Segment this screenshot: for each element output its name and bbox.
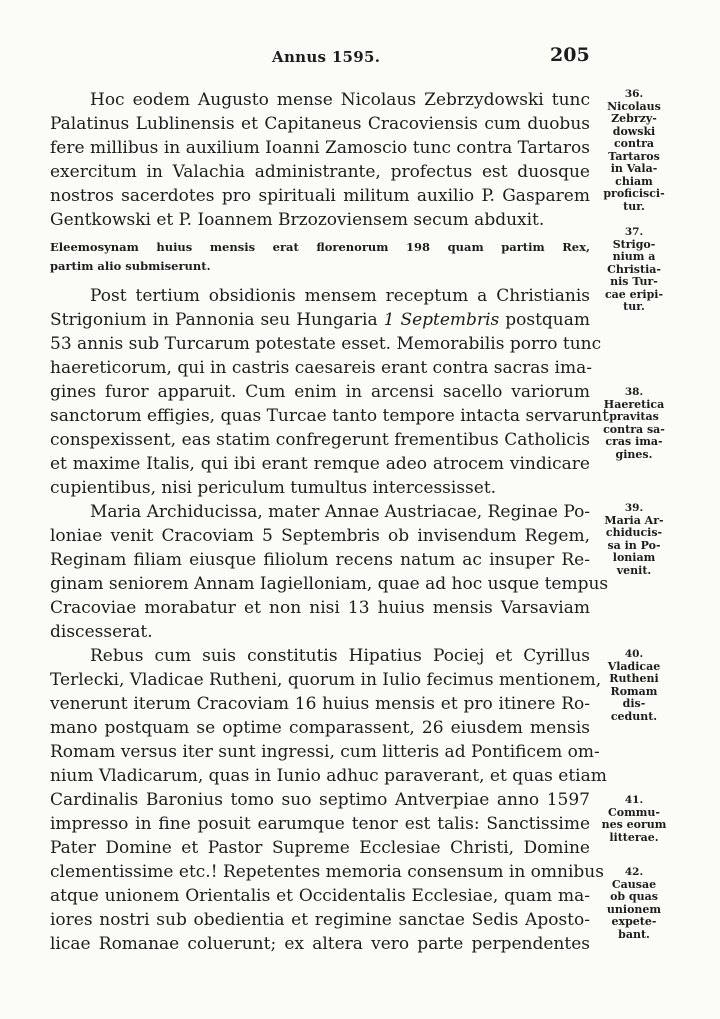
marginal-line: unionem — [606, 902, 662, 916]
marginal-line: Zebrzy- — [611, 112, 657, 125]
marginal-line: pravitas — [609, 410, 659, 423]
marginal-number: 42. — [624, 866, 644, 878]
marginal-number: 39. — [624, 502, 644, 514]
marginal-line: chiducis- — [605, 526, 663, 539]
text-line: 53 annis sub Turcarum potestate esset. Memorabilis porro tunc — [50, 334, 602, 354]
text-line: Pater Domine et Pastor Supreme Ecclesiae Christi, Domine — [50, 838, 590, 858]
italic-date: 1 Septembris — [383, 310, 500, 330]
text-line: clementissime etc.! Repetentes memoria consensum in omnibus — [50, 862, 604, 882]
marginal-line: chiam — [615, 174, 653, 188]
note-line: Eleemosynam huius mensis erat florenorum 198 quam partim Rex, — [50, 240, 590, 254]
marginal-line: tur. — [623, 199, 645, 213]
marginal-line: Haeretica — [603, 397, 665, 411]
marginal-note-40 — [594, 648, 674, 723]
note-line: partim alio submiserunt. — [50, 259, 211, 273]
marginal-number: 38. — [624, 386, 644, 398]
running-head: Annus 1595. — [272, 48, 381, 66]
marginal-line: sa in Po- — [607, 538, 661, 552]
marginal-line: Commu- — [608, 805, 660, 819]
text-line: et maxime Italis, qui ibi erant remque adeo atrocem vindicare — [50, 454, 590, 474]
marginal-line: contra — [613, 137, 655, 150]
marginal-note-42 — [594, 866, 674, 941]
marginal-line: nes eorum — [601, 818, 667, 831]
marginal-note-37 — [594, 226, 674, 314]
text-line: Post tertium obsidionis mensem receptum a Christianis — [90, 286, 590, 306]
paragraph-40-42 — [50, 644, 607, 956]
text-line: Gentkowski et P. Ioannem Brzozoviensem secum abduxit. — [50, 210, 545, 230]
text-line: gines furor apparuit. Cum enim in arcensi sacello variorum — [50, 382, 590, 402]
marginal-line: Rutheni — [609, 672, 659, 685]
text-line: fere millibus in auxilium Ioanni Zamoscio tunc contra Tartaros — [50, 138, 590, 158]
text-line: conspexissent, eas statim confregerunt frementibus Catholicis — [50, 430, 590, 450]
marginal-note-39 — [594, 502, 674, 577]
text-line: Terlecki, Vladicae Rutheni, quorum in Iulio fecimus mentionem, — [50, 670, 602, 690]
marginal-line: cae eripi- — [604, 287, 664, 301]
marginal-line: Nicolaus — [607, 99, 661, 113]
text-line: cupientibus, nisi periculum tumultus intercessisset. — [50, 478, 497, 498]
marginal-number: 41. — [624, 794, 644, 806]
marginal-line: expete- — [611, 915, 657, 928]
marginal-note-38 — [594, 386, 674, 461]
text-line: Cardinalis Baronius tomo suo septimo Antverpiae anno 1597 — [50, 790, 590, 810]
text-line: Hoc eodem Augusto mense Nicolaus Zebrzydowski tunc — [90, 90, 590, 110]
marginal-line: nis Tur- — [610, 275, 658, 288]
marginal-number: 40. — [624, 648, 644, 660]
text-line: Maria Archiducissa, mater Annae Austriacae, Reginae Po- — [90, 502, 591, 522]
text-line: venerunt iterum Cracoviam 16 huius mensis et pro itinere Ro- — [50, 694, 590, 714]
marginal-line: tur. — [623, 300, 645, 313]
marginal-line: Maria Ar- — [604, 513, 664, 527]
marginal-note-36 — [594, 88, 674, 213]
marginal-note-41 — [594, 794, 674, 844]
main-text — [50, 88, 609, 956]
marginal-line: proficisci- — [603, 187, 665, 200]
text-line: loniae venit Cracoviam 5 Septembris ob invisendum Regem, — [50, 526, 590, 546]
text-line: ginam seniorem Annam Iagielloniam, quae ad hoc usque tempus — [50, 574, 609, 594]
text-line: Romam versus iter sunt ingressi, cum litteris ad Pontificem om- — [50, 742, 600, 762]
marginal-line: Strigo- — [612, 237, 656, 251]
text-line: nostros sacerdotes pro spirituali militum auxilio P. Gasparem — [50, 186, 590, 206]
marginal-line: Causae — [611, 877, 657, 891]
text-line: haereticorum, qui in castris caesareis erant contra sacras ima- — [50, 358, 592, 378]
marginal-line: gines. — [615, 447, 653, 461]
text-line: nium Vladicarum, quas in Iunio adhuc paraverant, et quas etiam — [50, 766, 607, 786]
marginal-line: ob quas — [610, 890, 658, 903]
text-line: exercitum in Valachia administrante, profectus est duosque — [50, 162, 590, 182]
text-line: iores nostri sub obedientia et regimine sanctae Sedis Aposto- — [50, 910, 590, 930]
marginal-line: Vladicae — [607, 659, 661, 673]
text-line: Reginam filiam eiusque filiolum recens natum ac insuper Re- — [50, 550, 590, 570]
marginal-line: cedunt. — [610, 709, 658, 723]
marginal-line: bant. — [618, 927, 650, 941]
marginal-line: venit. — [616, 563, 652, 577]
text-line: discesserat. — [50, 622, 153, 642]
marginal-line: contra sa- — [603, 422, 665, 436]
text-line: Strigonium in Pannonia seu Hungaria 1 Septembris postquam — [50, 310, 590, 330]
marginal-line: dis- — [622, 697, 646, 710]
text-line: Rebus cum suis constitutis Hipatius Pociej et Cyrillus — [90, 646, 590, 666]
text-line: impresso in fine posuit earumque tenor est talis: Sanctissime — [50, 814, 590, 834]
marginal-line: cras ima- — [605, 435, 663, 448]
marginal-line: nium a — [612, 250, 656, 263]
text-line: mano postquam se optime comparassent, 26 eiusdem mensis — [50, 718, 590, 738]
text-line: sanctorum effigies, quas Turcae tanto tempore intacta servarunt — [50, 406, 609, 426]
paragraph-37-38 — [50, 284, 609, 500]
alms-note — [50, 238, 590, 276]
page-number: 205 — [550, 44, 590, 66]
text-line: Palatinus Lublinensis et Capitaneus Cracoviensis cum duobus — [50, 114, 590, 134]
marginal-number: 37. — [624, 226, 644, 238]
text-line: licae Romanae coluerunt; ex altera vero parte perpendentes — [50, 934, 590, 954]
marginal-line: Christia- — [607, 262, 661, 276]
marginal-line: Romam — [610, 684, 658, 698]
paragraph-39 — [50, 500, 609, 644]
paragraph-36 — [50, 88, 590, 232]
marginal-line: in Vala- — [610, 162, 658, 175]
marginal-line: dowski — [612, 124, 656, 138]
marginal-number: 36. — [624, 88, 644, 100]
text-line: Cracoviae morabatur et non nisi 13 huius mensis Varsaviam — [50, 598, 590, 618]
marginal-line: litterae. — [609, 830, 659, 844]
marginal-line: loniam — [612, 551, 656, 564]
page-header — [0, 44, 720, 70]
marginal-line: Tartaros — [608, 149, 660, 163]
text-line: atque unionem Orientalis et Occidentalis Ecclesiae, quam ma- — [50, 886, 590, 906]
